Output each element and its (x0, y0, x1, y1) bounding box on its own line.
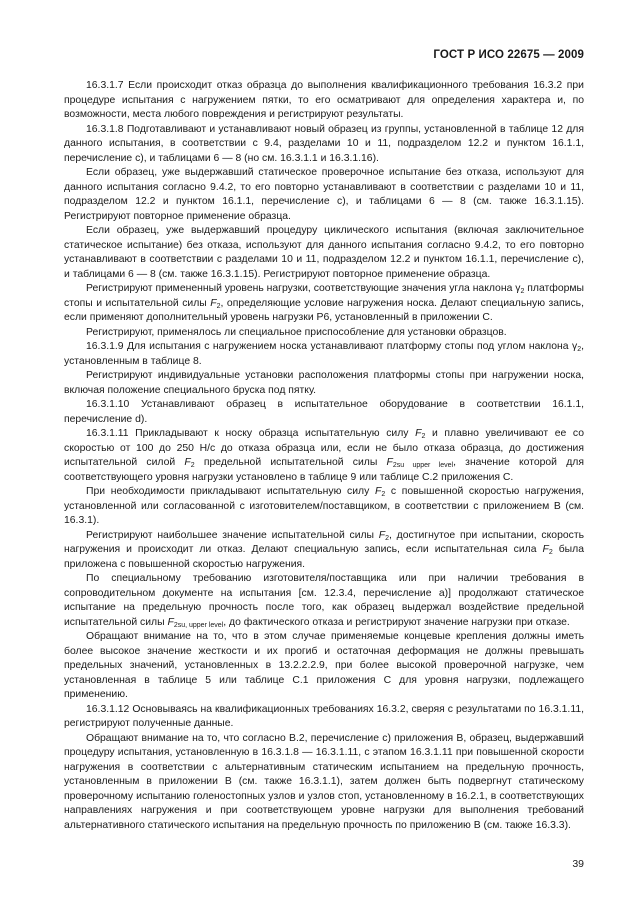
paragraph: Регистрируют, применялось ли специальное приспособление для установки образцов. (86, 326, 507, 338)
paragraph: 16.3.1.10 Устанавливают образец в испытательное оборудование в соответствии 16.1.1, перечисление d). (64, 399, 584, 425)
paragraph: 16.3.1.12 Основываясь на квалификационных требованиях 16.3.2, сверяя с результатами по 16.3.1.11, регистрируют полученные данные. (64, 703, 584, 729)
paragraph: Регистрируют примененный уровень нагрузки, соответствующие значения угла наклона $\gamma_2$ платформы стопы и испытательной силы $F_2$, определяющие условие нагружения носка. Делают специальную запись, если применяют дополнительный уровень нагрузки Р6, установленный в приложении С. (64, 283, 584, 323)
paragraph: 16.3.1.11 Прикладывают к носку образца испытательную силу $F_2$ и плавно увеличивают ее со скоростью от 100 до 250 Н/с до отказа образца или, если не было отказа образца, до достижения испытательной силой $F_2$ предельной испытательной силы $F_{2su upper level}$, значение которой для соответствующего уровня нагрузки установлено в таблице 9 или таблице С.2 приложения С. (64, 428, 585, 483)
page-number: 39 (572, 858, 584, 870)
paragraph: 16.3.1.8 Подготавливают и устанавливают новый образец из группы, установленной в таблице 12 для данного испытания, в соответствии с 9.4, разделами 10 и 11, подразделом 12.2 и пунктом 16.1.1, перечисление с), и таблицами 6 — 8 (но см. 16.3.1.1 и 16.3.1.16). (64, 123, 584, 164)
paragraph: При необходимости прикладывают испытательную силу $F_2$ с повышенной скоростью нагружения, установленной или согласованной с изготовителем/поставщиком, в соответствии с приложением В (см. 16.3.1). (64, 486, 584, 526)
document-body (64, 79, 584, 833)
paragraph: Если образец, уже выдержавший статическое проверочное испытание без отказа, используют для данного испытания согласно 9.4.2, то его повторно устанавливают в соответствии с разделами 10 и 11, подразделом 12.2 и пунктом 16.1.1, перечисление с), и таблицами 6 — 8 (см. также 16.3.1.15). Регистрируют повторное применение образца. (64, 167, 584, 222)
paragraph: Если образец, уже выдержавший процедуру циклического испытания (включая заключительное статическое испытание) без отказа, используют для данного испытания согласно 9.4.2, то его повторно устанавливают в соответствии с разделами 10 и 11, подразделом 12.2 и пунктом 16.1.1, перечисление с), и таблицами 6 — 8 (см. также 16.3.1.15). Регистрируют повторное применение образца. (64, 225, 584, 280)
paragraph: Обращают внимание на то, что в этом случае применяемые концевые крепления должны иметь более высокое значение жесткости и их прогиб и остаточная деформация не должны превышать предельных значений, установленных в 13.2.2.2.9, при более высокой проверочной нагрузке, чем установленная в таблице 5 или таблице С.1 приложения С для уровня нагрузки, подлежащего применению. (64, 631, 584, 700)
paragraph: 16.3.1.9 Для испытания с нагружением носка устанавливают платформу стопы под углом наклона $\gamma_2$, установленным в таблице 8. (64, 341, 584, 367)
paragraph: 16.3.1.7 Если происходит отказ образца до выполнения квалификационного требования 16.3.2 при процедуре испытания с нагружением пятки, то его осматривают для определения характера и, по возможности, места любого повреждения и регистрируют результаты. (64, 80, 584, 120)
paragraph: Регистрируют индивидуальные установки расположения платформы стопы при нагружении носка, включая положение специального бруска под пятку. (64, 370, 584, 396)
document-header: ГОСТ Р ИСО 22675 — 2009 (433, 49, 584, 61)
paragraph: Обращают внимание на то, что согласно В.2, перечисление с) приложения В, образец, выдержавший процедуру испытания, установленную в 16.3.1.8 — 16.3.1.11, с этапом 16.3.1.11 при повышенной скорости нагружения в соответствии с альтернативным статическим испытанием на предельную прочность, установленным в приложении В (см. также 16.3.1.1), затем должен быть подвергнут статическому проверочному испытанию голеностопных узлов и узлов стоп, установленному в 16.2.1, в соответствующих направлениях нагружения и при соответствующем уровне нагрузки для выполнения требований альтернативного статического испытания на предельную прочность по приложению В (см. также 16.3.3). (64, 732, 584, 831)
paragraph: По специальному требованию изготовителя/поставщика или при наличии требования в сопроводительном документе на испытания [см. 12.3.4, перечисление а)] продолжают статическое испытание на предельную прочность после того, как образец выдержал воздействие предельной испытательной силы $F_{2su, upper level}$, до фактического отказа и регистрируют значение нагрузки при отказе. (64, 573, 584, 629)
paragraph: Регистрируют наибольшее значение испытательной силы $F_2$, достигнутое при испытании, скорость нагружения и происходит ли отказ. Делают специальную запись, если испытательная сила $F_2$ была приложена с повышенной скоростью нагружения. (64, 529, 584, 570)
